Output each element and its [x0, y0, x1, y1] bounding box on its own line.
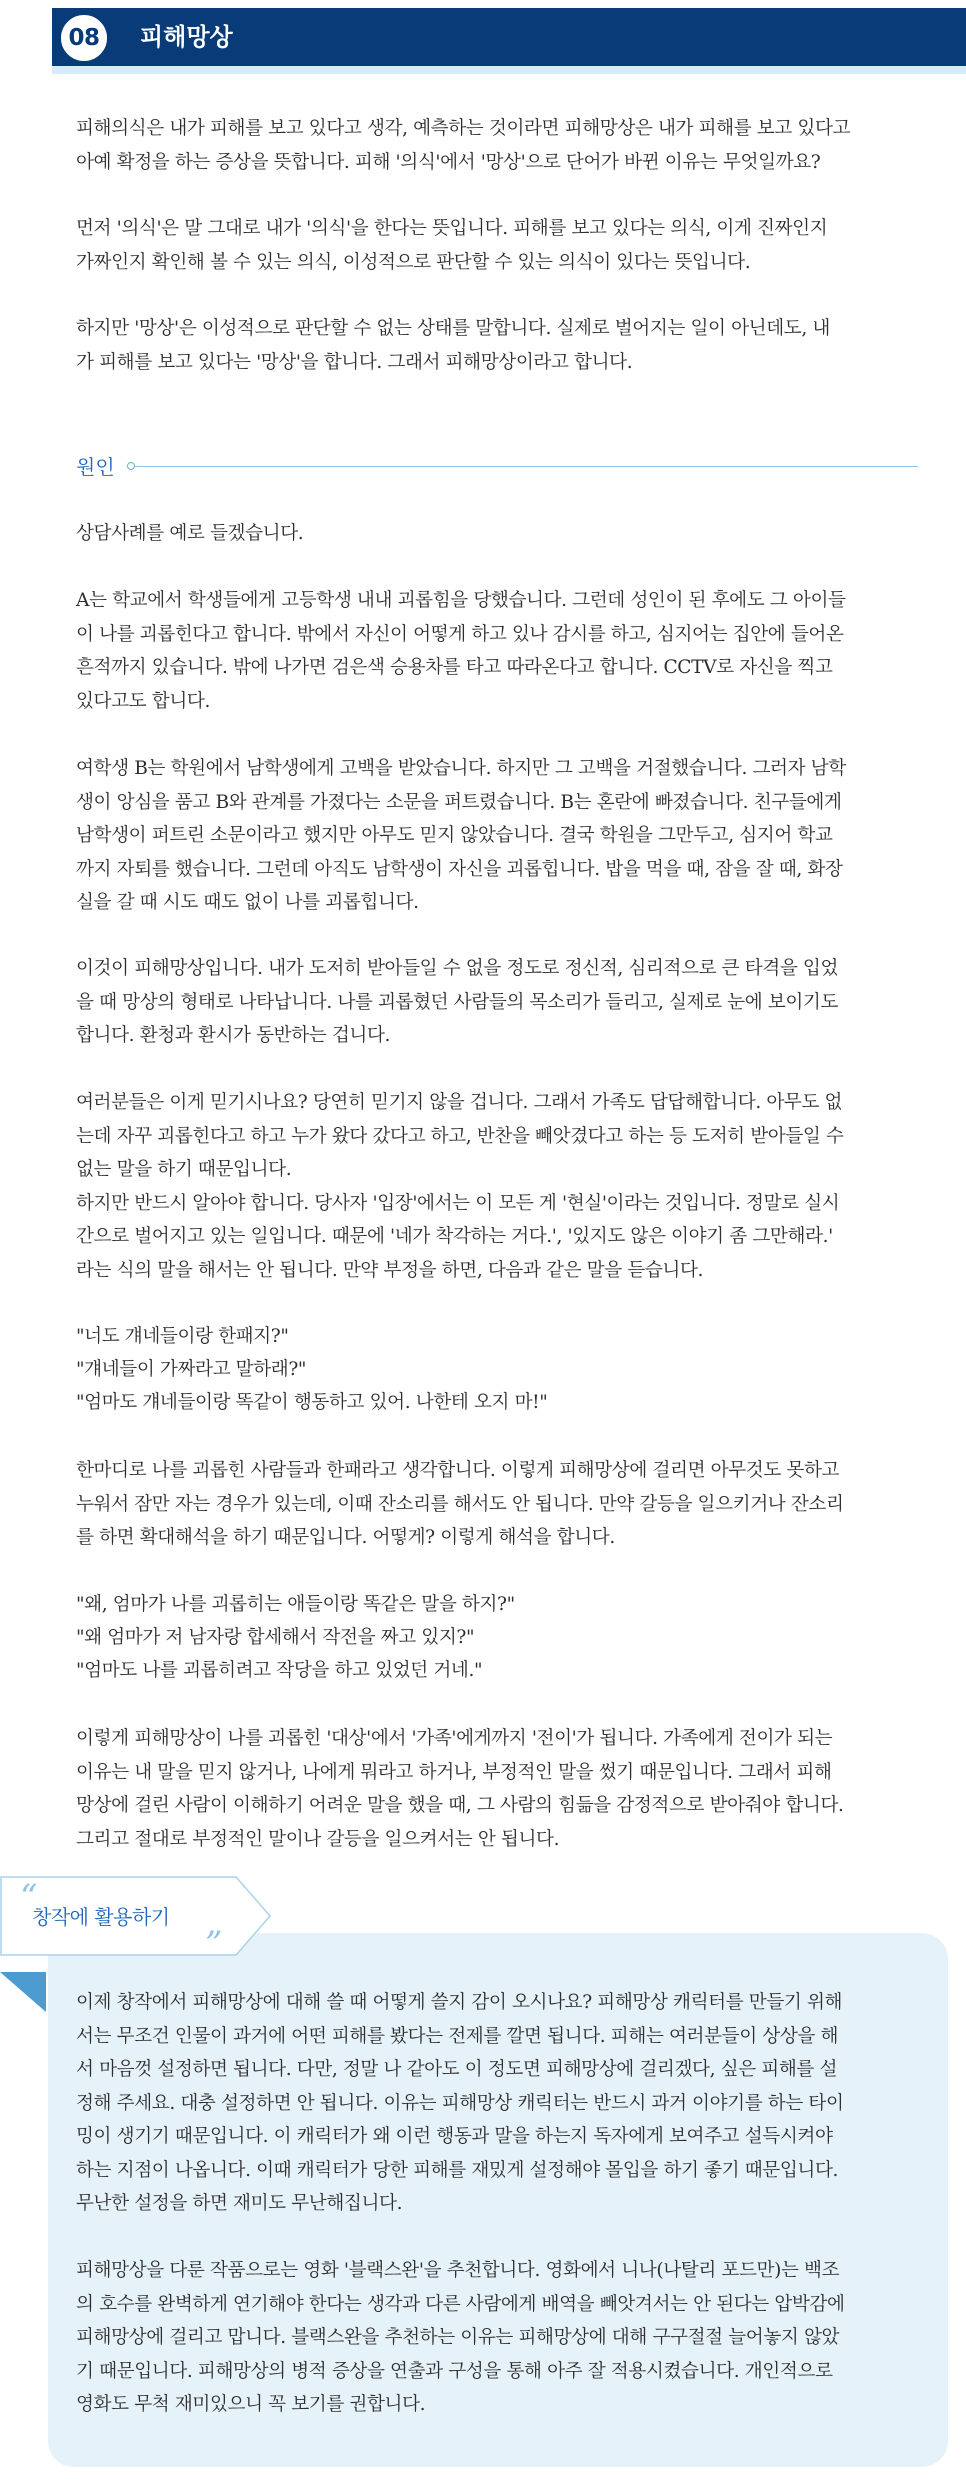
body-paragraph: 이것이 피해망상입니다. 내가 도저히 받아들일 수 없을 정도로 정신적, 심리적으로 큰 타격을 입었 을 때 망상의 형태로 나타납니다. 나를 괴롭혔던 사람들의 목소리가 들리고, 실제로 눈에 보이기도 합니다. 환청과 환시가 동반하는 겁니다.: [76, 958, 839, 1046]
tip-paragraph: 피해망상을 다룬 작품으로는 영화 '블랙스완'을 추천합니다. 영화에서 니나(나탈리 포드만)는 백조 의 호수를 완벽하게 연기해야 한다는 생각과 다른 사람에게 배역을 빼앗겨서는 안 된다는 압박감에 피해망상에 걸리고 맙니다. 블랙스완을 추천하는 이유는 피해망상에 대해 구구절절 늘어놓지 않았 기 때문입니다. 피해망상의 병적 증상을 연출과 구성을 통해 아주 잘 적용시켰습니다. 개인적으로 영화도 무척 재미있으니 꼭 보기를 권합니다.: [76, 2260, 845, 2415]
quote-line: "왜 엄마가 저 남자랑 합세해서 작전을 짜고 있지?": [76, 1627, 475, 1648]
body-paragraph: 한마디로 나를 괴롭힌 사람들과 한패라고 생각합니다. 이렇게 피해망상에 걸리면 아무것도 못하고 누워서 잠만 자는 경우가 있는데, 이때 잔소리를 해서도 안 됩니다. 만약 갈등을 일으키거나 잔소리 를 하면 확대해석을 하기 때문입니다. 어떻게? 이렇게 해석을 합니다.: [76, 1460, 844, 1548]
quote-line: "걔네들이 가짜라고 말하래?": [76, 1359, 307, 1380]
section-heading-cause: 원인: [76, 455, 115, 479]
tip-title: 창작에 활용하기: [32, 1905, 170, 1929]
tip-box-corner-accent: [0, 1972, 46, 2012]
quote-line: "너도 걔네들이랑 한패지?": [76, 1326, 289, 1347]
section-heading-rule: [135, 466, 918, 467]
close-quote-icon: [205, 1924, 222, 1956]
section-heading-dot-icon: [127, 462, 135, 470]
quote-line: "엄마도 나를 괴롭히려고 작당을 하고 있었던 거네.": [76, 1660, 483, 1681]
intro-paragraph: 하지만 '망상'은 이성적으로 판단할 수 없는 상태를 말합니다. 실제로 벌어지는 일이 아닌데도, 내 가 피해를 보고 있다는 '망상'을 합니다. 그래서 피해망상이라고 합니다.: [76, 318, 830, 373]
chapter-title: 피해망상: [140, 23, 233, 51]
body-paragraph: 여러분들은 이게 믿기시나요? 당연히 믿기지 않을 겁니다. 그래서 가족도 답답해합니다. 아무도 없 는데 자꾸 괴롭힌다고 하고 누가 왔다 갔다고 하고, 반찬을 빼앗겼다고 하는 등 도저히 받아들일 수 없는 말을 하기 때문입니다. 하지만 반드시 알아야 합니다. 당사자 '입장'에서는 이 모든 게 '현실'이라는 것입니다. 정말로 실시 간으로 벌어지고 있는 일입니다. 때문에 '네가 착각하는 거다.', '있지도 않은 이야기 좀 그만해라.' 라는 식의 말을 해서는 안 됩니다. 만약 부정을 하면, 다음과 같은 말을 듣습니다.: [76, 1092, 844, 1281]
chapter-header-underline: [52, 66, 966, 74]
intro-paragraph: 먼저 '의식'은 말 그대로 내가 '의식'을 한다는 뜻입니다. 피해를 보고 있다는 의식, 이게 진짜인지 가짜인지 확인해 볼 수 있는 의식, 이성적으로 판단할 수 있는 의식이 있다는 뜻입니다.: [76, 218, 828, 273]
quote-line: "엄마도 걔네들이랑 똑같이 행동하고 있어. 나한테 오지 마!": [76, 1392, 548, 1413]
intro-paragraph: 피해의식은 내가 피해를 보고 있다고 생각, 예측하는 것이라면 피해망상은 내가 피해를 보고 있다고 아예 확정을 하는 증상을 뜻합니다. 피해 '의식'에서 '망상'으로 단어가 바뀐 이유는 무엇일까요?: [76, 118, 851, 173]
quote-line: "왜, 엄마가 나를 괴롭히는 애들이랑 똑같은 말을 하지?": [76, 1594, 515, 1615]
chapter-number-badge: 08: [57, 11, 111, 65]
body-paragraph: 이렇게 피해망상이 나를 괴롭힌 '대상'에서 '가족'에게까지 '전이'가 됩니다. 가족에게 전이가 되는 이유는 내 말을 믿지 않거나, 나에게 뭐라고 하거나, 부정적인 말을 썼기 때문입니다. 그래서 피해 망상에 걸린 사람이 이해하기 어려운 말을 했을 때, 그 사람의 힘듦을 감정적으로 받아줘야 합니다. 그리고 절대로 부정적인 말이나 갈등을 일으켜서는 안 됩니다.: [76, 1728, 844, 1850]
tip-paragraph: 이제 창작에서 피해망상에 대해 쓸 때 어떻게 쓸지 감이 오시나요? 피해망상 캐릭터를 만들기 위해 서는 무조건 인물이 과거에 어떤 피해를 봤다는 전제를 깔면 됩니다. 피해는 여러분들이 상상을 해 서 마음껏 설정하면 됩니다. 다만, 정말 나 같아도 이 정도면 피해망상에 걸리겠다, 싶은 피해를 설 정해 주세요. 대충 설정하면 안 됩니다. 이유는 피해망상 캐릭터는 반드시 과거 이야기를 하는 타이 밍이 생기기 때문입니다. 이 캐릭터가 왜 이런 행동과 말을 하는지 독자에게 보여주고 설득시켜야 하는 지점이 나옵니다. 이때 캐릭터가 당한 피해를 재밌게 설정해야 몰입을 하기 좋기 때문입니다. 무난한 설정을 하면 재미도 무난해집니다.: [76, 1992, 844, 2214]
svg-text:”: ”: [205, 1924, 223, 1956]
body-paragraph: A는 학교에서 학생들에게 고등학생 내내 괴롭힘을 당했습니다. 그런데 성인이 된 후에도 그 아이들 이 나를 괴롭힌다고 합니다. 밖에서 자신이 어떻게 하고 있나 감시를 하고, 심지어는 집안에 들어온 흔적까지 있습니다. 밖에 나가면 검은색 승용차를 타고 따라온다고 합니다. CCTV로 자신을 찍고 있다고도 합니다.: [76, 590, 846, 712]
body-paragraph: 여학생 B는 학원에서 남학생에게 고백을 받았습니다. 하지만 그 고백을 거절했습니다. 그러자 남학 생이 앙심을 품고 B와 관계를 가졌다는 소문을 퍼트렸습니다. B는 혼란에 빠졌습니다. 친구들에게 남학생이 퍼트린 소문이라고 했지만 아무도 믿지 않았습니다. 결국 학원을 그만두고, 심지어 학교 까지 자퇴를 했습니다. 그런데 아직도 남학생이 자신을 괴롭힙니다. 밥을 먹을 때, 잠을 잘 때, 화장 실을 갈 때 시도 때도 없이 나를 괴롭힙니다.: [76, 758, 846, 913]
svg-text:“: “: [20, 1877, 38, 1917]
body-paragraph: 상담사례를 예로 들겠습니다.: [76, 523, 304, 544]
